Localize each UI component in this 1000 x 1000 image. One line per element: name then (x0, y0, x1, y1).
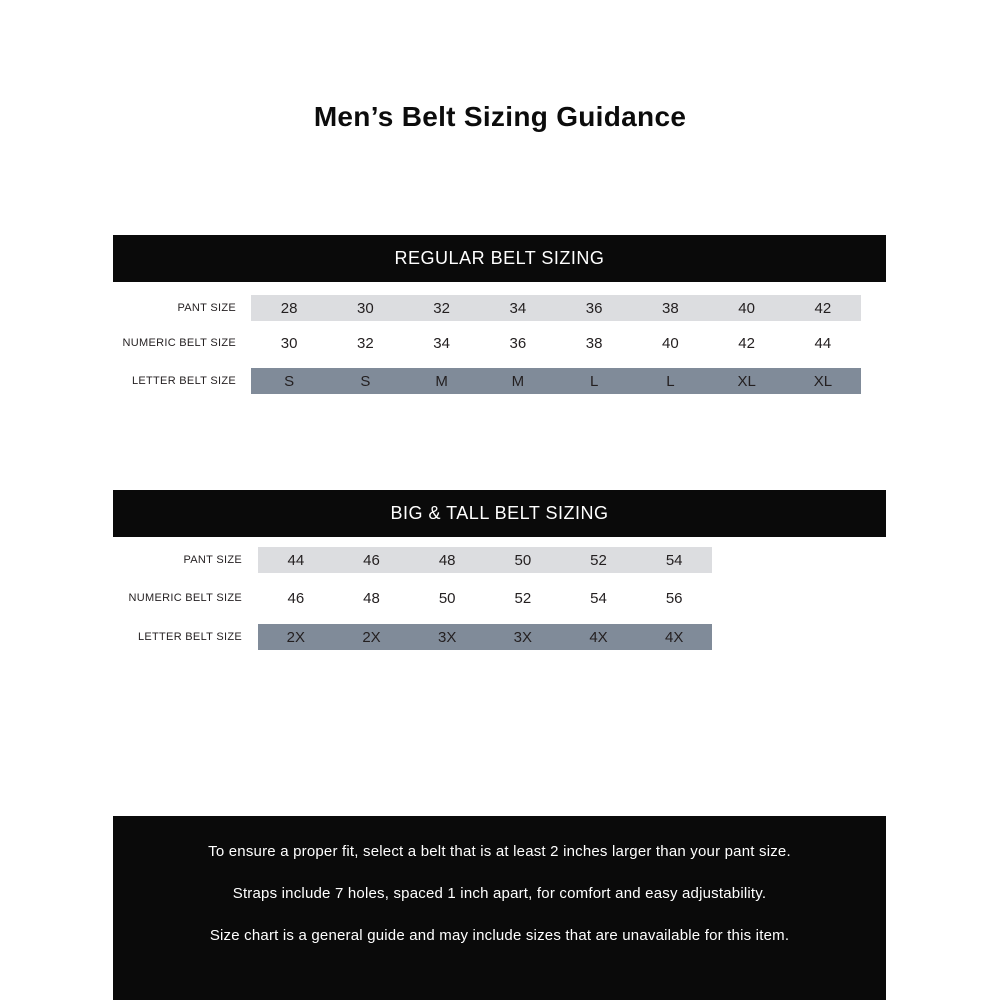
regular-pant-size-values (251, 295, 861, 321)
pant-size-value: 32 (433, 299, 450, 317)
letter-belt-size-value: S (284, 372, 295, 390)
big-tall-section-heading: BIG & TALL BELT SIZING (390, 503, 609, 523)
pant-size-value: 54 (665, 551, 683, 569)
big-tall-numeric-belt-size-row (113, 585, 712, 611)
regular-section-banner (113, 235, 886, 282)
pant-size-value: 46 (363, 551, 380, 569)
pant-size-value: 50 (514, 551, 532, 569)
letter-belt-size-value: 2X (362, 628, 381, 646)
letter-belt-size-value: S (360, 372, 371, 390)
numeric-belt-size-value: 30 (280, 334, 298, 352)
letter-belt-size-value: 3X (438, 628, 457, 646)
letter-belt-size-value: XL (813, 372, 833, 390)
regular-numeric-belt-size-row (113, 330, 861, 356)
big-tall-section-banner (113, 490, 886, 537)
big-tall-pant-size-values (258, 547, 712, 573)
pant-size-value: 44 (287, 551, 305, 569)
letter-belt-size-value: M (435, 372, 448, 390)
pant-size-value: 28 (280, 299, 298, 317)
letter-belt-size-value: M (511, 372, 525, 390)
page-title: Men’s Belt Sizing Guidance (313, 101, 687, 132)
numeric-belt-size-value: 34 (433, 334, 450, 352)
big-tall-letter-belt-size-label: LETTER BELT SIZE (137, 631, 242, 643)
numeric-belt-size-value: 54 (590, 589, 607, 607)
numeric-belt-size-value: 44 (814, 334, 832, 352)
regular-numeric-belt-size-label: NUMERIC BELT SIZE (122, 337, 236, 349)
pant-size-value: 36 (585, 299, 603, 317)
regular-letter-belt-size-label: LETTER BELT SIZE (131, 375, 236, 387)
big-tall-numeric-belt-size-label: NUMERIC BELT SIZE (128, 592, 242, 604)
pant-size-value: 34 (509, 299, 527, 317)
numeric-belt-size-value: 52 (514, 589, 532, 607)
pant-size-value: 42 (814, 299, 832, 317)
big-tall-belt-sizing-section (113, 490, 886, 655)
regular-numeric-belt-size-values (251, 330, 861, 356)
letter-belt-size-value: 4X (665, 628, 684, 646)
regular-pant-size-row (113, 295, 861, 321)
big-tall-pant-size-label: PANT SIZE (183, 554, 242, 566)
numeric-belt-size-value: 50 (438, 589, 456, 607)
numeric-belt-size-value: 56 (665, 589, 683, 607)
pant-size-value: 40 (738, 299, 755, 317)
pant-size-value: 48 (438, 551, 456, 569)
numeric-belt-size-value: 36 (509, 334, 527, 352)
letter-belt-size-value: 4X (589, 628, 608, 646)
note-chart-disclaimer: Size chart is a general guide and may include sizes that are unavailable for this item. (209, 927, 790, 944)
numeric-belt-size-value: 38 (585, 334, 603, 352)
letter-belt-size-value: 3X (513, 628, 533, 646)
numeric-belt-size-value: 32 (357, 334, 374, 352)
numeric-belt-size-value: 48 (363, 589, 380, 607)
regular-pant-size-label: PANT SIZE (177, 302, 236, 314)
big-tall-pant-size-row (113, 547, 712, 573)
letter-belt-size-value: L (589, 372, 599, 390)
regular-section-heading: REGULAR BELT SIZING (394, 248, 605, 268)
numeric-belt-size-value: 42 (738, 334, 755, 352)
pant-size-value: 30 (357, 299, 374, 317)
big-tall-numeric-belt-size-values (258, 585, 712, 611)
numeric-belt-size-value: 40 (662, 334, 679, 352)
big-tall-letter-belt-size-row (113, 624, 712, 650)
pant-size-value: 52 (590, 551, 607, 569)
pant-size-value: 38 (662, 299, 679, 317)
note-strap-holes: Straps include 7 holes, spaced 1 inch apart, for comfort and easy adjustability. (232, 885, 767, 902)
note-fit-guidance: To ensure a proper fit, select a belt that is at least 2 inches larger than your pant size. (208, 843, 791, 860)
regular-belt-sizing-section (113, 235, 886, 400)
numeric-belt-size-value: 46 (287, 589, 305, 607)
regular-letter-belt-size-values (251, 368, 861, 394)
big-tall-letter-belt-size-values (258, 624, 712, 650)
letter-belt-size-value: XL (737, 372, 756, 390)
regular-letter-belt-size-row (113, 368, 861, 394)
letter-belt-size-value: 2X (286, 628, 306, 646)
letter-belt-size-value: L (666, 372, 675, 390)
footer-notes-panel (113, 816, 886, 1000)
